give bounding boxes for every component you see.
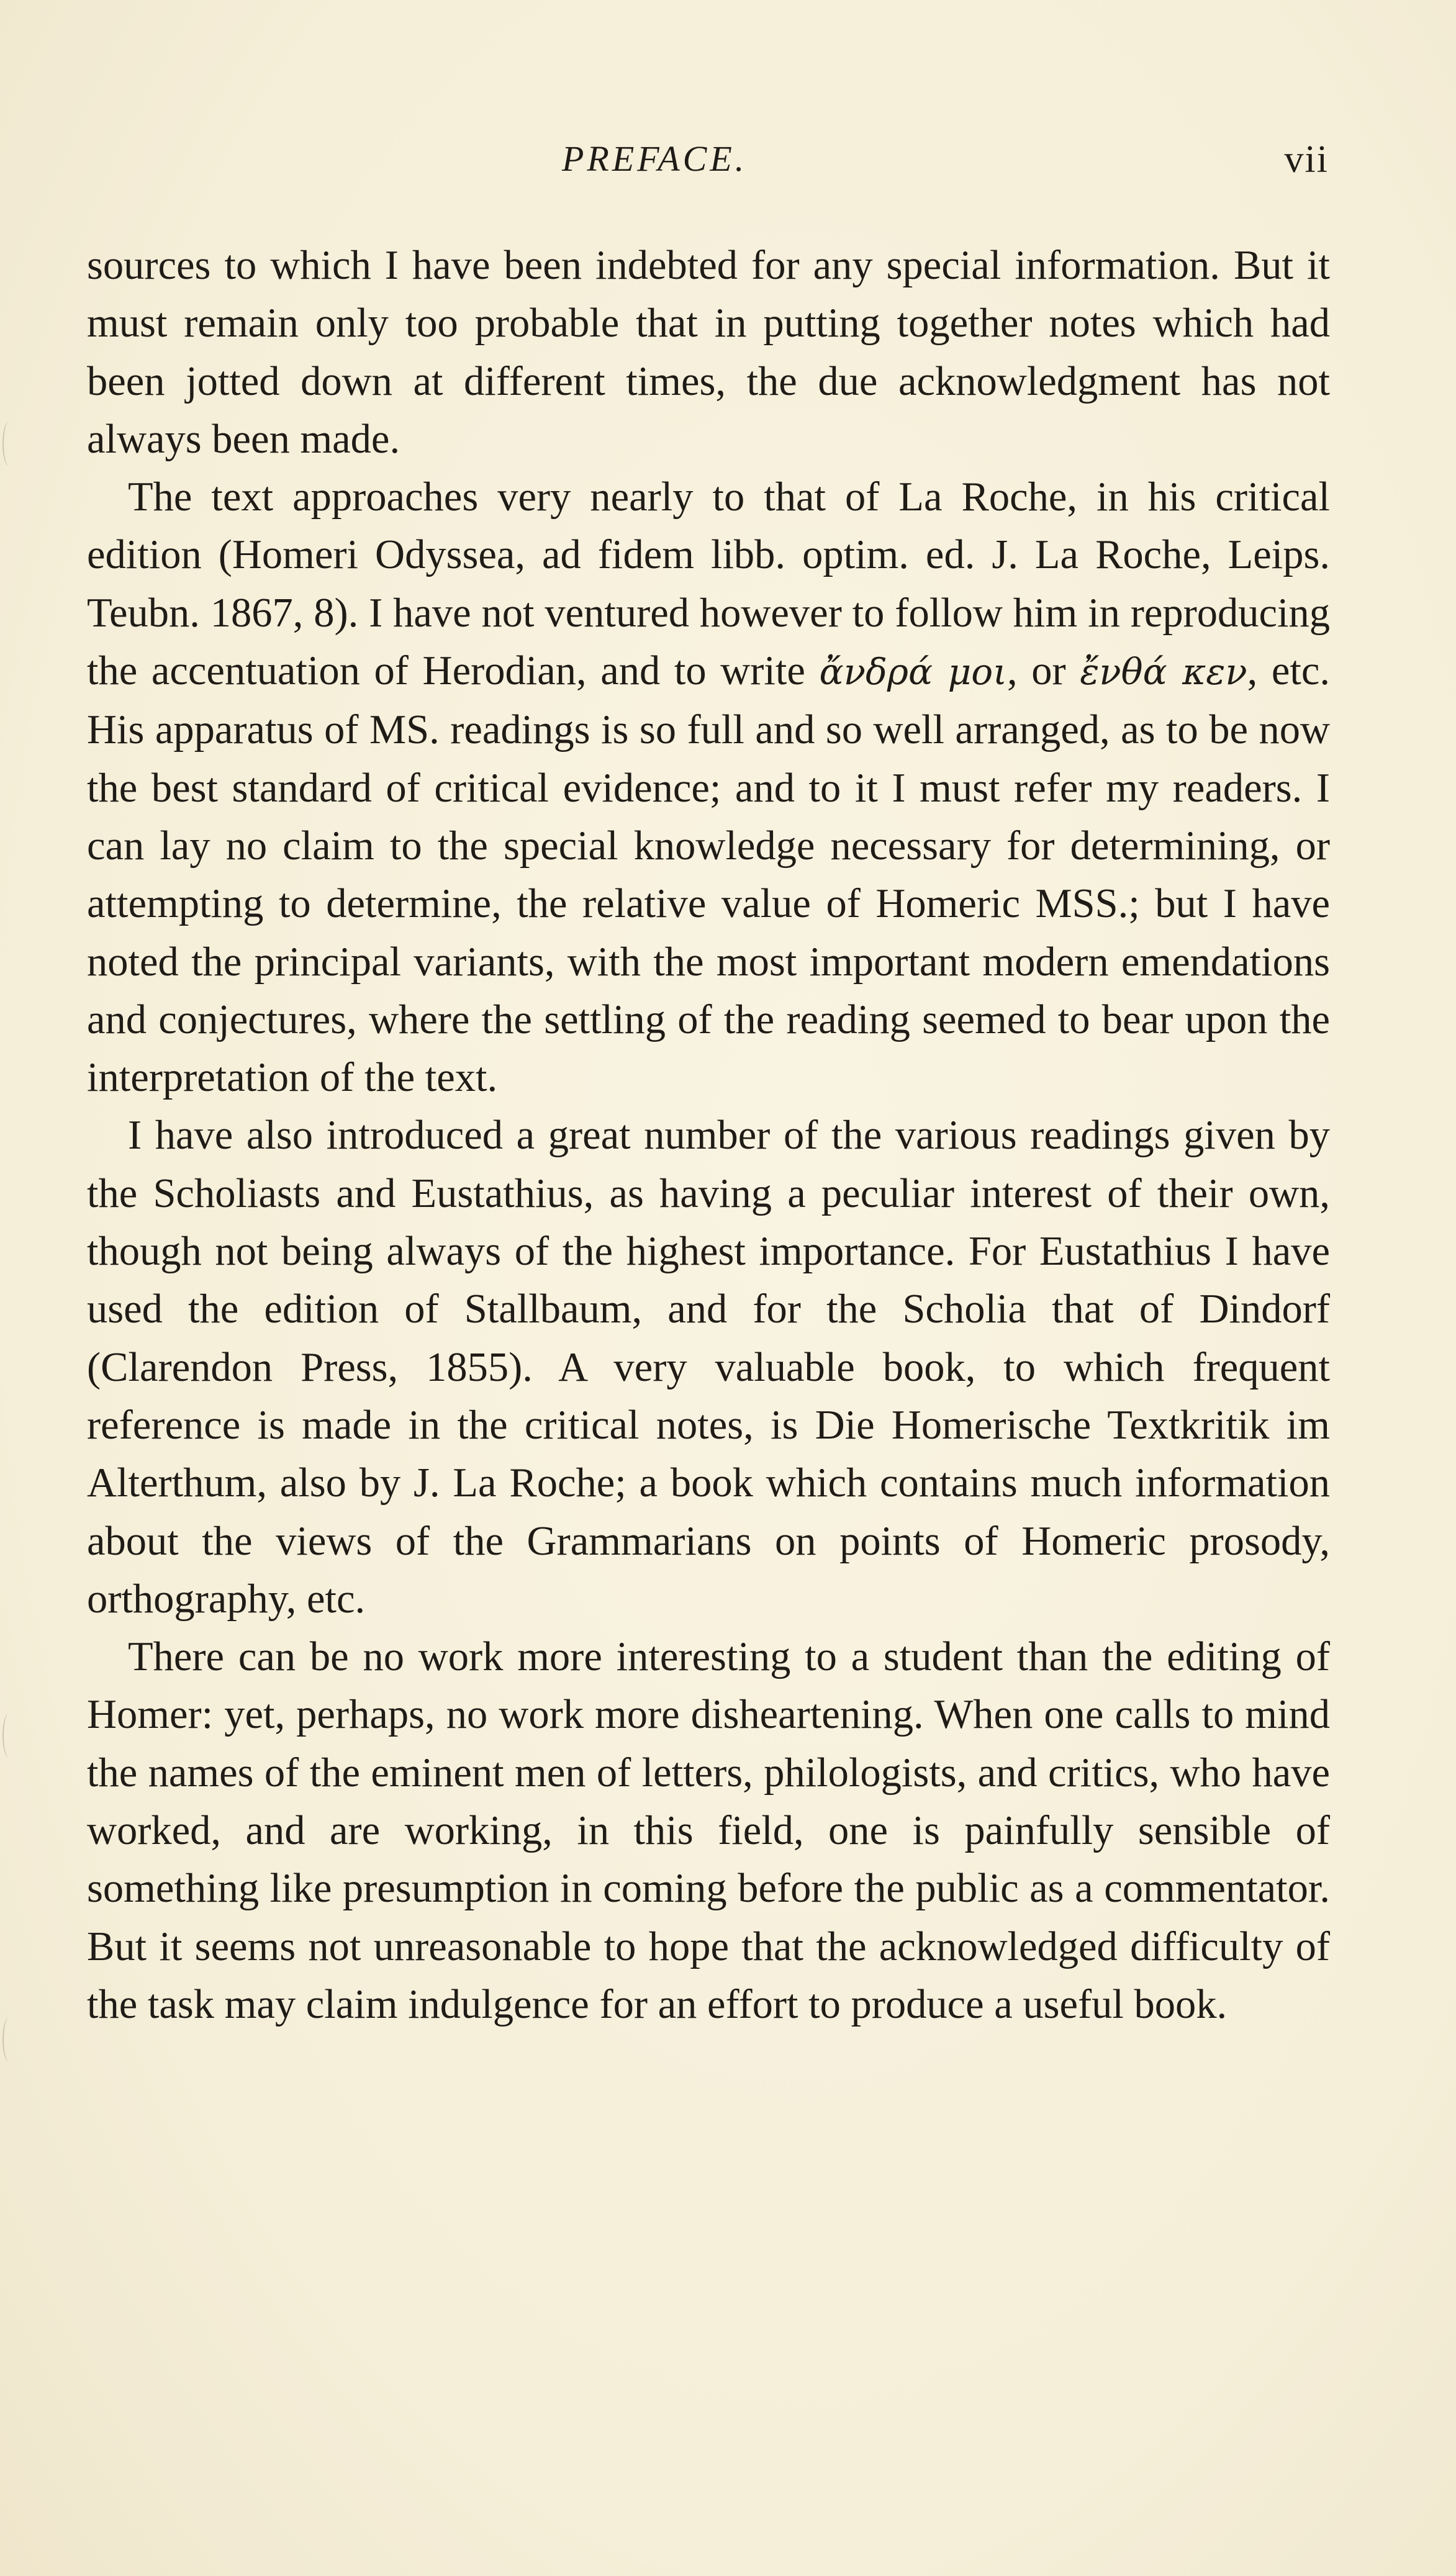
body-text <box>87 237 1330 2033</box>
greek-phrase: ἔνθά κεν <box>1080 651 1247 694</box>
greek-phrase: ἄνδρά μοι <box>819 651 1007 694</box>
margin-bleed-mark <box>2 422 15 466</box>
paragraph-continued: sources to which I have been indebted for any special information. But it must remain only too probable that in putting together notes which had been jotted down at different times, the due acknowledgment has not always been made. <box>87 243 1330 462</box>
paragraph-readings: I have also introduced a great number of the various readings given by the Scholiasts and Eustathius, as having a peculiar interest of their own, though not being always of the highest importance. For Eustathius I have used the edition of Stallbaum, and for the Scholia that of Dindorf (Clarendon Press, 1855). A very valuable book, to which frequent reference is made in the critical notes, is Die Homerische Textkritik im Alterthum, also by J. La Roche; a book which contains much information about the views of the Grammarians on points of Homeric prosody, orthography, etc. <box>87 1113 1330 1622</box>
paragraph-text: , or <box>1006 648 1066 694</box>
paragraph-text-edition <box>87 468 1330 1106</box>
running-title: PREFACE. <box>562 138 748 179</box>
page-number: vii <box>1284 138 1329 181</box>
running-head <box>87 138 1329 194</box>
margin-bleed-mark <box>2 1714 15 1757</box>
paragraph-text: The text approaches very nearly to that of La Roche, in his critical edition (Homeri Odyssea, ad fidem libb. optim. ed. J. La Roche, Leips. Teubn. 1867, 8). I have not ventured however to follow him in reproducing the accentuation of Herodian, and to write <box>87 474 1330 694</box>
paragraph-text: , etc. His apparatus of MS. readings is so full and so well arranged, as to be now the best standard of critical evidence; and to it I must refer my readers. I can lay no claim to the special knowledge necessary for determining, or attempting to determine, the relative value of Homeric MSS.; but I have noted the principal variants, with the most important modern emendations and conjectures, where the settling of the reading seemed to bear upon the interpretation of the text. <box>87 648 1331 1101</box>
margin-bleed-mark <box>2 2018 15 2061</box>
paragraph-closing: There can be no work more interesting to a student than the editing of Homer: yet, perhaps, no work more disheartening. When one calls to mind the names of the eminent men of letters, philologists, and critics, who have worked, and are working, in this field, one is painfully sensible of something like presumption in coming before the public as a commentator. But it seems not unreasonable to hope that the acknowledged difficulty of the task may claim indulgence for an effort to produce a useful book. <box>87 1634 1330 2027</box>
